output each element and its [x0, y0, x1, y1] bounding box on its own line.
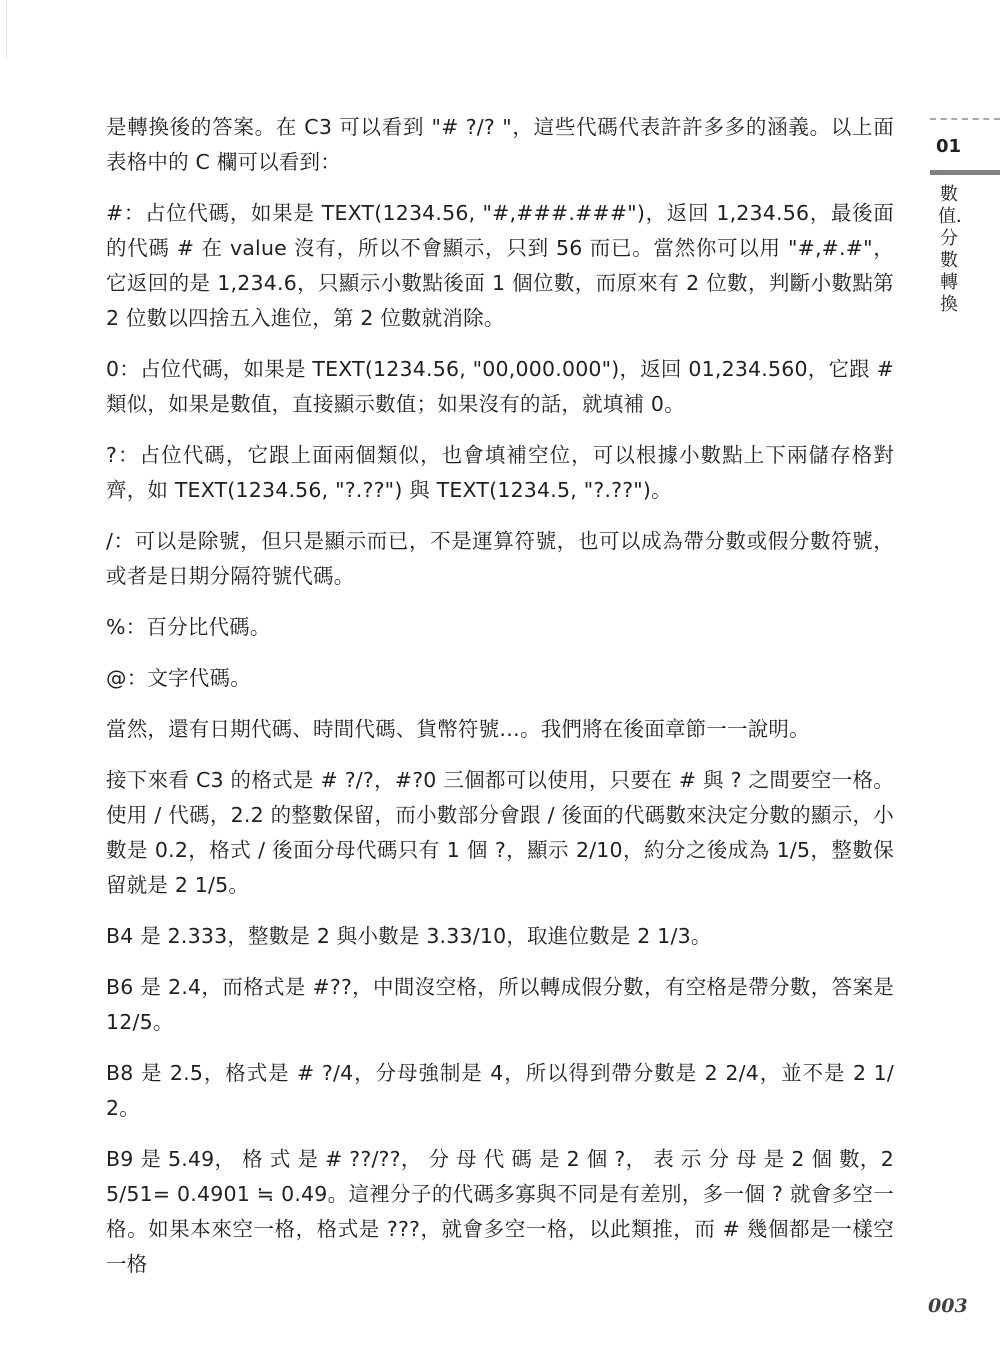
chapter-title-vertical: 數值．分數轉換 — [938, 184, 974, 315]
chapter-number: 01 — [936, 136, 962, 157]
paragraph-hash-code: #：占位代碼，如果是 TEXT(1234.56, "#,###.###")，返回 1,234.56，最後面的代碼 # 在 value 沒有，所以不會顯示，只到 56 而已。當然你可以用 "#,#.#"，它返回的是 1,234.6，只顯示小數點後面 1 個位數，而原來有 2 位數，判斷小數點第 2 位數以四捨五入進位，第 2 位數就消除。 — [106, 201, 894, 330]
paragraph-slash-code: /：可以是除號，但只是顯示而已，不是運算符號，也可以成為帶分數或假分數符號，或者是日期分隔符號代碼。 — [106, 529, 894, 588]
corner-crop-mark — [0, 0, 7, 60]
chapter-side-tab — [930, 118, 1000, 315]
paragraph-intro: 是轉換後的答案。在 C3 可以看到 "# ?/? "，這些代碼代表許許多多的涵義。以上面表格中的 C 欄可以看到： — [106, 115, 894, 174]
paragraph-percent-code: %：百分比代碼。 — [106, 615, 271, 639]
paragraph-zero-code: 0：占位代碼，如果是 TEXT(1234.56, "00,000.000")，返回 01,234.560，它跟 # 類似，如果是數值，直接顯示數值；如果沒有的話，就填補 0。 — [106, 357, 894, 416]
dashed-rule — [930, 118, 1000, 120]
paragraph-c3-format: 接下來看 C3 的格式是 # ?/?，#?0 三個都可以使用，只要在 # 與 ? 之間要空一格。使用 / 代碼，2.2 的整數保留，而小數部分會跟 / 後面的代碼數來決定分數的顯示，小數是 0.2，格式 / 後面分母代碼只有 1 個 ?，顯示 2/10，約分之後成為 1/5，整數保留就是 2 1/5。 — [106, 768, 894, 897]
paragraph-b6: B6 是 2.4，而格式是 #??，中間沒空格，所以轉成假分數，有空格是帶分數，答案是 12/5。 — [106, 975, 894, 1034]
paragraph-other-codes: 當然，還有日期代碼、時間代碼、貨幣符號…。我們將在後面章節一一說明。 — [106, 717, 810, 741]
paragraph-at-code: @：文字代碼。 — [106, 666, 251, 690]
paragraph-b4: B4 是 2.333，整數是 2 與小數是 3.33/10，取進位數是 2 1/3。 — [106, 924, 712, 948]
paragraph-b9: B9 是 5.49， 格 式 是 # ??/??， 分 母 代 碼 是 2 個 ?， 表 示 分 母 是 2 個 數，25/51= 0.4901 ≒ 0.49。這裡分子的代碼多寡與不同是有差別，多一個 ? 就會多空一格。如果本來空一格，格式是 ???，就會多空一格，以此類推，而 # 幾個都是一樣空一格 — [106, 1147, 894, 1276]
body-text — [106, 110, 894, 1298]
chapter-bar — [930, 170, 1000, 175]
paragraph-b8: B8 是 2.5，格式是 # ?/4，分母強制是 4，所以得到帶分數是 2 2/4，並不是 2 1/2。 — [106, 1061, 894, 1120]
paragraph-question-code: ?：占位代碼，它跟上面兩個類似，也會填補空位，可以根據小數點上下兩儲存格對齊，如 TEXT(1234.56, "?.??") 與 TEXT(1234.5, "?.??")。 — [106, 443, 894, 502]
page-number: 003 — [928, 1295, 968, 1317]
